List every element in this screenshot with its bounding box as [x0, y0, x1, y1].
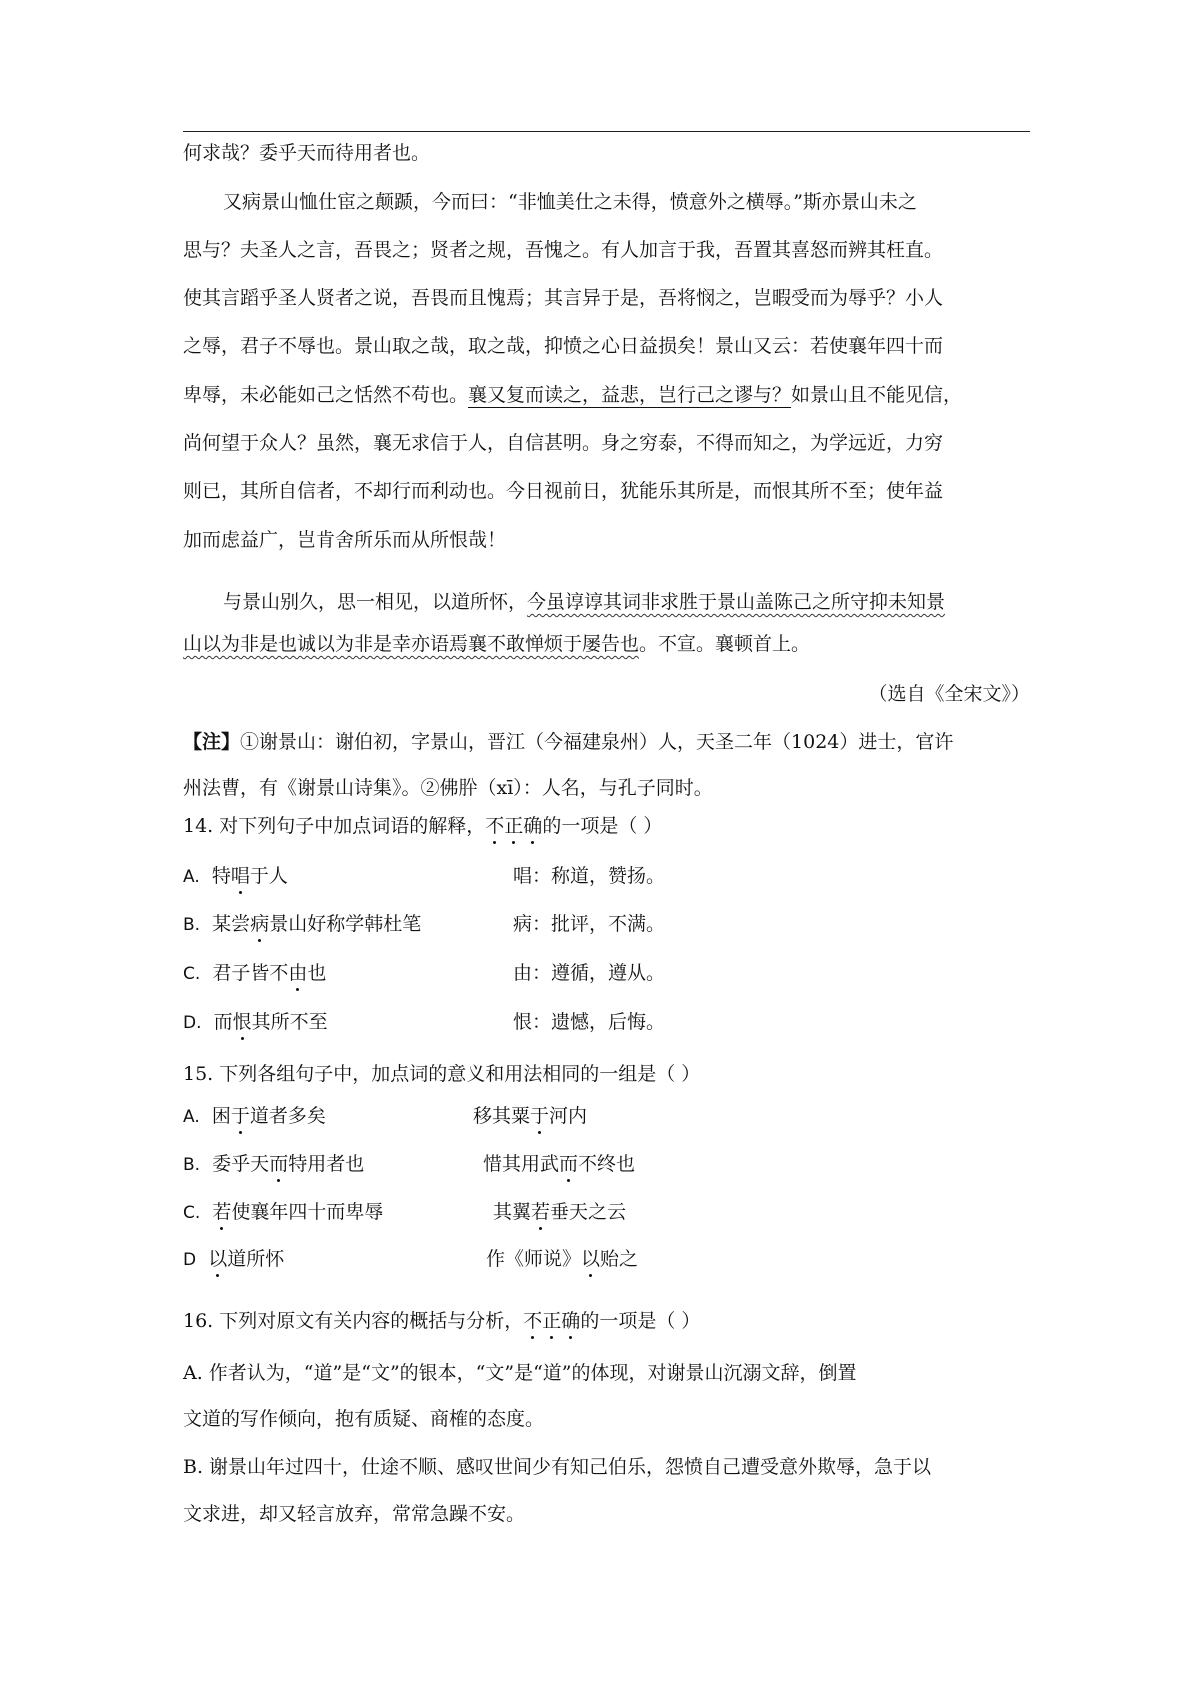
passage-line: 之辱，君子不辱也。景山取之哉，取之哉，抑愤之心日益损矣！景山又云：若使襄年四十而 — [183, 335, 944, 357]
passage-line: 加而虑益广，岂肯舍所乐而从所恨哉！ — [183, 529, 507, 551]
dotted-word: 恨 — [232, 1011, 252, 1033]
q15-option-b: B. 委乎天而特用者也 惜其用武而不终也 — [183, 1150, 1030, 1179]
passage-line: 思与？夫圣人之言，吾畏之；贤者之规，吾愧之。有人加言于我，吾置其喜怒而辨其枉直。 — [183, 239, 944, 261]
passage-line: 何求哉？委乎天而待用者也。 — [183, 142, 431, 164]
header-rule — [183, 131, 1030, 132]
footnote-line: 州法曹，有《谢景山诗集》。②佛肸（xī）：人名，与孔子同时。 — [183, 777, 713, 799]
note-tag: 【注】 — [183, 731, 241, 753]
emphasis-char: 确 — [523, 815, 543, 837]
option-right-sentence: 移其粟于河内 — [473, 1105, 588, 1127]
option-right-sentence: 作《师说》以贻之 — [486, 1248, 639, 1270]
passage-line: 尚何望于众人？虽然，襄无求信于人，自信甚明。身之穷泰，不得而知之，为学远近，力穷 — [183, 432, 944, 454]
q14-option-a: A. 特唱于人 唱：称道，赞扬。 — [183, 862, 1030, 891]
underlined-sentence: 襄又复而读之，益悲，岂行己之谬与？ — [468, 384, 792, 406]
q16-option-b-line: 文求进，却又轻言放弃，常常急躁不安。 — [183, 1503, 526, 1525]
wavy-underlined-text: 山以为非是也诚以为非是幸亦语焉襄不敢惮烦于屡告也 — [183, 633, 640, 655]
emphasis-char: 正 — [504, 815, 524, 837]
q14-option-b: B. 某尝病景山好称学韩杜笔 病：批评，不满。 — [183, 910, 1030, 939]
dotted-word: 病 — [250, 913, 270, 935]
dotted-word: 于 — [530, 1105, 550, 1127]
option-explanation: 唱：称道，赞扬。 — [513, 865, 666, 887]
dotted-word: 若 — [531, 1201, 551, 1223]
option-right-sentence: 其翼若垂天之云 — [493, 1201, 627, 1223]
passage-line: 与景山别久，思一相见，以道所怀，今虽谆谆其词非求胜于景山盖陈己之所守抑未知景 — [223, 591, 946, 613]
dotted-word: 以 — [581, 1248, 601, 1270]
q14-option-d: D. 而恨其所不至 恨：遗憾，后悔。 — [183, 1008, 1030, 1037]
option-right-sentence: 惜其用武而不终也 — [483, 1153, 636, 1175]
option-explanation: 由：遵循，遵从。 — [513, 962, 666, 984]
option-explanation: 病：批评，不满。 — [513, 913, 666, 935]
dotted-word: 由 — [288, 962, 308, 984]
passage-line: 卑辱，未必能如己之恬然不苟也。襄又复而读之，益悲，岂行己之谬与？如景山且不能见信， — [183, 384, 963, 406]
emphasis-char: 正 — [542, 1310, 562, 1332]
dotted-word: 唱 — [230, 865, 250, 887]
q14-option-c: C. 君子皆不由也 由：遵循，遵从。 — [183, 959, 1030, 988]
source-citation: （选自《全宋文》） — [868, 683, 1030, 705]
q16-option-a-line: 文道的写作倾向，抱有质疑、商榷的态度。 — [183, 1408, 545, 1430]
dotted-word: 以 — [208, 1248, 228, 1270]
dotted-word: 而 — [269, 1153, 289, 1175]
dotted-word: 而 — [559, 1153, 579, 1175]
q16-option-a-line: A. 作者认为，“道”是“文”的银本，“文”是“道”的体现，对谢景山沉溺文辞，倒置 — [183, 1362, 857, 1384]
q15-option-d: D 以道所怀 作《师说》以贻之 — [183, 1245, 1030, 1274]
dotted-word: 于 — [230, 1105, 250, 1127]
dotted-word: 若 — [212, 1201, 232, 1223]
question-16-stem: 16. 下列对原文有关内容的概括与分析，不正确的一项是（ ） — [183, 1310, 701, 1332]
option-explanation: 恨：遗憾，后悔。 — [513, 1011, 666, 1033]
emphasis-char: 确 — [561, 1310, 581, 1332]
emphasis-char: 不 — [485, 815, 505, 837]
wavy-underlined-text: 今虽谆谆其词非求胜于景山盖陈己之所守抑未知景 — [527, 591, 946, 613]
question-14-stem: 14. 对下列句子中加点词语的解释，不正确的一项是（ ） — [183, 815, 663, 837]
footnote-line: 【注】①谢景山：谢伯初，字景山，晋江（今福建泉州）人，天圣二年（1024）进士，官许 — [183, 731, 954, 753]
q15-option-a: A. 困于道者多矣 移其粟于河内 — [183, 1102, 1030, 1131]
passage-line: 山以为非是也诚以为非是幸亦语焉襄不敢惮烦于屡告也。不宣。襄顿首上。 — [183, 633, 811, 655]
emphasis-char: 不 — [523, 1310, 543, 1332]
passage-line: 使其言蹈乎圣人贤者之说，吾畏而且愧焉；其言异于是，吾将悯之，岂暇受而为辱乎？小人 — [183, 287, 944, 309]
passage-line: 又病景山恤仕宦之颠踬，今而曰：“非恤美仕之未得，愤意外之横辱。”斯亦景山未之 — [223, 191, 917, 213]
passage-line: 则已，其所自信者，不却行而利动也。今日视前日，犹能乐其所是，而恨其所不至；使年益 — [183, 480, 944, 502]
q16-option-b-line: B. 谢景山年过四十，仕途不顺、感叹世间少有知己伯乐，怨愤自己遭受意外欺辱，急于以 — [183, 1456, 932, 1478]
q15-option-c: C. 若使襄年四十而卑辱 其翼若垂天之云 — [183, 1198, 1030, 1227]
question-15-stem: 15. 下列各组句子中，加点词的意义和用法相同的一组是（ ） — [183, 1063, 701, 1085]
